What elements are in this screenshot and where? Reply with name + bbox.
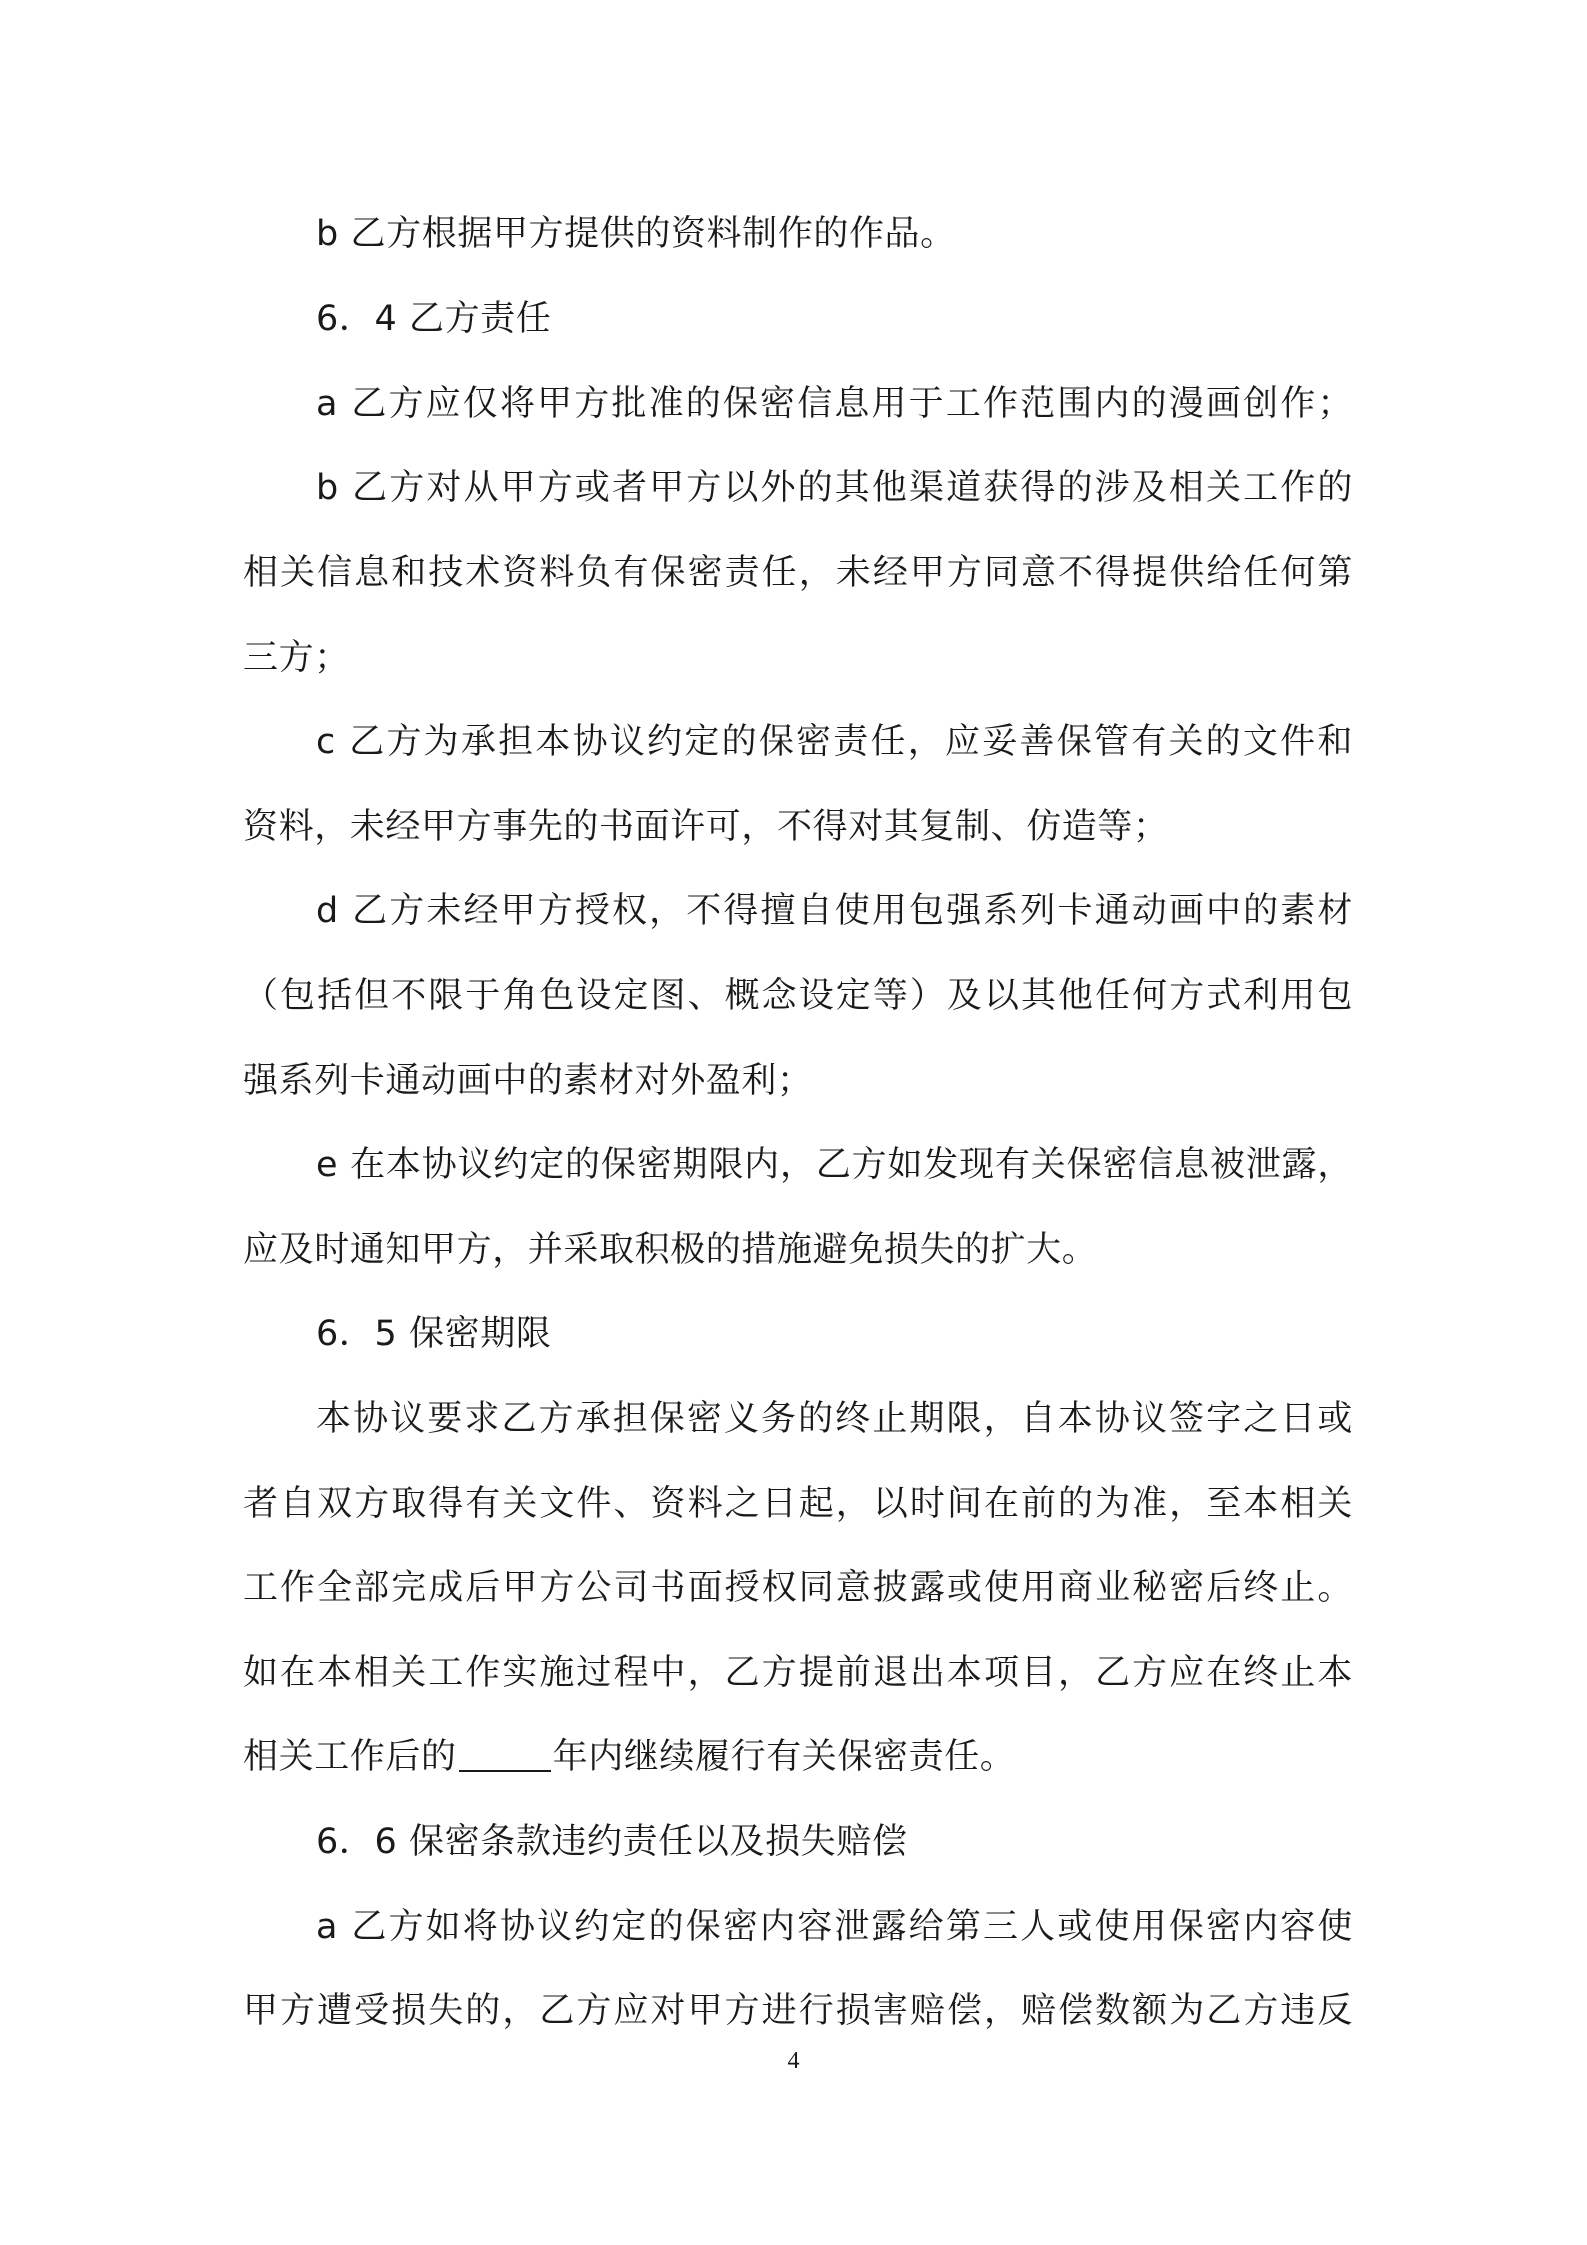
section-heading-6-6: 6．6 保密条款违约责任以及损失赔偿 xyxy=(316,1822,908,1862)
paragraph-line: 者自双方取得有关文件、资料之日起，以时间在前的为准，至本相关 xyxy=(243,1484,1353,1524)
paragraph-line: （包括但不限于角色设定图、概念设定等）及以其他任何方式利用包 xyxy=(243,976,1353,1016)
paragraph-line: c 乙方为承担本协议约定的保密责任，应妥善保管有关的文件和 xyxy=(316,722,1353,762)
paragraph-line: a 乙方应仅将甲方批准的保密信息用于工作范围内的漫画创作； xyxy=(316,384,1353,424)
paragraph-line: 三方； xyxy=(243,638,350,678)
paragraph-line: 应及时通知甲方，并采取积极的措施避免损失的扩大。 xyxy=(243,1230,1098,1270)
paragraph-line: d 乙方未经甲方授权，不得擅自使用包强系列卡通动画中的素材 xyxy=(316,891,1353,931)
paragraph-line: 工作全部完成后甲方公司书面授权同意披露或使用商业秘密后终止。 xyxy=(243,1568,1353,1608)
paragraph-line: 甲方遭受损失的，乙方应对甲方进行损害赔偿，赔偿数额为乙方违反 xyxy=(243,1991,1353,2031)
paragraph-line: 相关信息和技术资料负有保密责任，未经甲方同意不得提供给任何第 xyxy=(243,553,1353,593)
blank-line-before: 相关工作后的 xyxy=(243,1737,457,1777)
fill-in-blank xyxy=(459,1740,551,1772)
paragraph-line: e 在本协议约定的保密期限内，乙方如发现有关保密信息被泄露， xyxy=(316,1145,1353,1185)
page-number: 4 xyxy=(787,2048,800,2074)
paragraph-line: a 乙方如将协议约定的保密内容泄露给第三人或使用保密内容使 xyxy=(316,1907,1353,1947)
section-heading-6-4: 6．4 乙方责任 xyxy=(316,299,552,339)
paragraph-line: 强系列卡通动画中的素材对外盈利； xyxy=(243,1061,813,1101)
paragraph-line: b 乙方根据甲方提供的资料制作的作品。 xyxy=(316,214,956,254)
paragraph-line-with-blank xyxy=(243,1735,1353,1779)
paragraph-line: 本协议要求乙方承担保密义务的终止期限，自本协议签字之日或 xyxy=(316,1399,1353,1439)
paragraph-line: b 乙方对从甲方或者甲方以外的其他渠道获得的涉及相关工作的 xyxy=(316,468,1353,508)
blank-line-after: 年内继续履行有关保密责任。 xyxy=(552,1737,1016,1777)
paragraph-line: 如在本相关工作实施过程中，乙方提前退出本项目，乙方应在终止本 xyxy=(243,1653,1353,1693)
paragraph-line: 资料，未经甲方事先的书面许可，不得对其复制、仿造等； xyxy=(243,807,1169,847)
section-heading-6-5: 6．5 保密期限 xyxy=(316,1314,552,1354)
